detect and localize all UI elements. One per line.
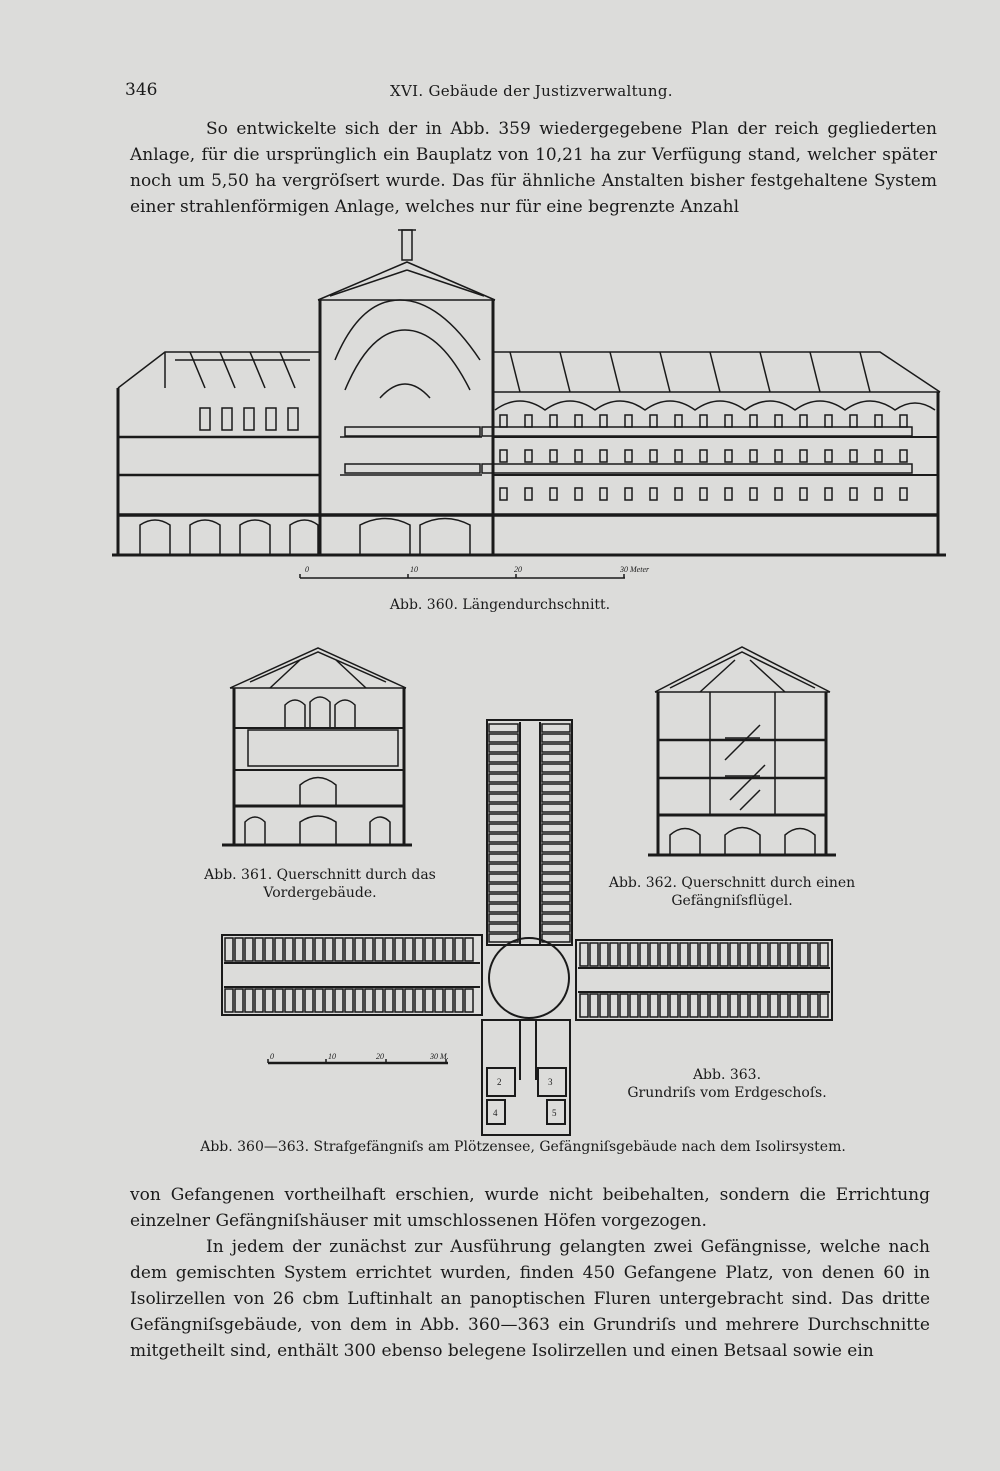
cell	[415, 938, 423, 961]
cell	[610, 994, 618, 1017]
window	[500, 450, 507, 462]
window	[500, 488, 507, 500]
cell	[465, 989, 473, 1012]
cell	[235, 989, 243, 1012]
cell	[489, 874, 518, 882]
front-building-section-drawing	[222, 648, 412, 845]
page-number: 346	[125, 80, 158, 100]
cell	[395, 938, 403, 961]
scale363-label-10: 10	[328, 1052, 336, 1061]
cell	[489, 744, 518, 752]
cell	[275, 938, 283, 961]
cell	[542, 864, 570, 872]
cell	[670, 994, 678, 1017]
cell	[285, 989, 293, 1012]
cell	[385, 938, 393, 961]
longitudinal-section-drawing	[112, 230, 946, 555]
cell	[760, 994, 768, 1017]
cell	[295, 938, 303, 961]
cell	[630, 943, 638, 966]
cell	[435, 989, 443, 1012]
cell	[542, 894, 570, 902]
cell	[489, 754, 518, 762]
room-label-3: 3	[548, 1077, 553, 1087]
cell	[375, 938, 383, 961]
cell	[590, 943, 598, 966]
scale360-label-20: 20	[514, 565, 522, 574]
cell	[700, 943, 708, 966]
room-label-2: 2	[497, 1077, 502, 1087]
room-label-5: 5	[552, 1108, 557, 1118]
scale360-label-10: 10	[410, 565, 418, 574]
cell	[760, 943, 768, 966]
window	[750, 415, 757, 427]
window	[222, 408, 232, 430]
cell	[455, 989, 463, 1012]
window	[675, 415, 682, 427]
cell	[305, 938, 313, 961]
paragraph-top-text: So entwickelte sich der in Abb. 359 wiedergegebene Plan der reich gegliederten Anlage, für die ursprünglich ein Bauplatz von 10,21 ha zur Verfügung stand, welcher später noch um 5,50 ha vergröſsert wurde. Das für ähnliche Anstalten bisher festgehaltene System einer strahlenförmigen Anlage, welches nur für eine begrenzte Anzahl	[130, 119, 937, 217]
cell	[730, 943, 738, 966]
window	[850, 488, 857, 500]
cell	[315, 989, 323, 1012]
window	[875, 415, 882, 427]
cell	[305, 989, 313, 1012]
cell	[542, 844, 570, 852]
cell	[489, 734, 518, 742]
cell	[489, 764, 518, 772]
cell	[255, 989, 263, 1012]
cell	[600, 943, 608, 966]
cell	[610, 943, 618, 966]
cell	[285, 938, 293, 961]
window	[850, 415, 857, 427]
window	[575, 450, 582, 462]
cell	[355, 938, 363, 961]
window	[875, 450, 882, 462]
window	[600, 488, 607, 500]
window	[675, 488, 682, 500]
cell	[542, 914, 570, 922]
cell	[700, 994, 708, 1017]
window	[650, 450, 657, 462]
cell	[542, 724, 570, 732]
window	[750, 488, 757, 500]
running-title: XVI. Gebäude der Justizverwaltung.	[390, 82, 673, 100]
cell	[620, 994, 628, 1017]
cell	[385, 989, 393, 1012]
cell	[405, 989, 413, 1012]
cell	[489, 884, 518, 892]
window	[900, 488, 907, 500]
cell	[770, 943, 778, 966]
cell	[489, 894, 518, 902]
scale360-label-0: 0	[305, 565, 309, 574]
cell	[542, 824, 570, 832]
cell	[542, 874, 570, 882]
cell	[542, 734, 570, 742]
window	[775, 488, 782, 500]
window	[800, 450, 807, 462]
window	[800, 488, 807, 500]
cell	[690, 943, 698, 966]
window	[625, 450, 632, 462]
cell	[365, 938, 373, 961]
cell	[325, 938, 333, 961]
caption-fig362	[592, 874, 872, 910]
cell	[365, 989, 373, 1012]
cell	[542, 924, 570, 932]
caption-fig361-line1: Abb. 361. Querschnitt durch das	[204, 867, 436, 883]
cell	[542, 774, 570, 782]
window	[825, 415, 832, 427]
cell	[750, 994, 758, 1017]
window-grid	[200, 408, 907, 500]
cell	[489, 914, 518, 922]
window	[525, 415, 532, 427]
cell	[225, 989, 233, 1012]
cell	[489, 814, 518, 822]
window	[700, 415, 707, 427]
window	[625, 415, 632, 427]
cell	[489, 784, 518, 792]
cell	[720, 994, 728, 1017]
window	[200, 408, 210, 430]
caption-fig361	[190, 866, 450, 902]
cell	[670, 943, 678, 966]
window	[750, 450, 757, 462]
cell	[660, 943, 668, 966]
cell	[810, 943, 818, 966]
window	[288, 408, 298, 430]
window	[725, 488, 732, 500]
cell	[542, 744, 570, 752]
caption-fig363	[612, 1066, 842, 1102]
cell	[225, 938, 233, 961]
window	[600, 450, 607, 462]
caption-fig361-line2: Vordergebäude.	[263, 885, 377, 901]
cell	[680, 994, 688, 1017]
window	[550, 450, 557, 462]
scale363-label-30: 30 M.	[430, 1052, 449, 1061]
cell	[445, 989, 453, 1012]
cell	[660, 994, 668, 1017]
cell	[690, 994, 698, 1017]
cell	[590, 994, 598, 1017]
window	[525, 450, 532, 462]
cell	[600, 994, 608, 1017]
caption-fig363-line2: Grundriſs vom Erdgeschoſs.	[627, 1085, 827, 1101]
cell	[790, 994, 798, 1017]
cell	[542, 764, 570, 772]
window	[875, 488, 882, 500]
cell	[820, 994, 828, 1017]
scale363-label-0: 0	[270, 1052, 274, 1061]
window	[600, 415, 607, 427]
cell	[489, 824, 518, 832]
cell	[542, 854, 570, 862]
cell	[425, 938, 433, 961]
paragraph-bottom-1: von Gefangenen vortheilhaft erschien, wurde nicht beibehalten, sondern die Errichtung einzelner Gefängniſshäuser mit umschlossenen Höfen vorgezogen.	[130, 1185, 930, 1231]
window	[825, 488, 832, 500]
cell	[630, 994, 638, 1017]
window	[775, 415, 782, 427]
cell	[455, 938, 463, 961]
window	[900, 415, 907, 427]
wing-section-drawing	[648, 647, 836, 855]
cell	[750, 943, 758, 966]
cell	[275, 989, 283, 1012]
cell	[820, 943, 828, 966]
window	[650, 488, 657, 500]
cell	[780, 994, 788, 1017]
cell	[710, 943, 718, 966]
cell	[640, 994, 648, 1017]
cell	[542, 784, 570, 792]
caption-fig363-line1: Abb. 363.	[692, 1067, 762, 1083]
cell	[345, 938, 353, 961]
cell	[810, 994, 818, 1017]
cell	[680, 943, 688, 966]
window	[625, 488, 632, 500]
cell	[405, 938, 413, 961]
caption-fig360: Abb. 360. Längendurchschnitt.	[389, 597, 611, 613]
cell	[580, 943, 588, 966]
window	[525, 488, 532, 500]
cell	[542, 814, 570, 822]
cell	[740, 994, 748, 1017]
cell	[265, 938, 273, 961]
cell	[489, 804, 518, 812]
cell	[355, 989, 363, 1012]
cell	[620, 943, 628, 966]
window	[700, 450, 707, 462]
window	[650, 415, 657, 427]
scale-bar-360	[300, 574, 625, 578]
window	[575, 488, 582, 500]
cell	[235, 938, 243, 961]
cell	[489, 864, 518, 872]
cell	[375, 989, 383, 1012]
cell	[542, 884, 570, 892]
cell	[245, 938, 253, 961]
caption-group: Abb. 360—363. Strafgefängniſs am Plötzensee, Gefängniſsgebäude nach dem Isolirsystem.	[200, 1139, 846, 1155]
window	[725, 450, 732, 462]
caption-fig362-line1: Abb. 362. Querschnitt durch einen	[608, 875, 856, 891]
cell	[465, 938, 473, 961]
window	[900, 450, 907, 462]
window	[800, 415, 807, 427]
cell	[489, 834, 518, 842]
cell	[489, 774, 518, 782]
scale360-label-30: 30 Meter	[620, 565, 650, 574]
window	[850, 450, 857, 462]
cell	[542, 904, 570, 912]
cell	[770, 994, 778, 1017]
cell	[710, 994, 718, 1017]
window	[244, 408, 254, 430]
cell	[489, 854, 518, 862]
window	[775, 450, 782, 462]
window	[500, 415, 507, 427]
cell	[435, 938, 443, 961]
cell	[730, 994, 738, 1017]
scale363-label-20: 20	[376, 1052, 384, 1061]
cell	[315, 938, 323, 961]
window	[575, 415, 582, 427]
window	[550, 488, 557, 500]
cell	[335, 938, 343, 961]
cell	[345, 989, 353, 1012]
cell	[325, 989, 333, 1012]
window	[675, 450, 682, 462]
window	[825, 450, 832, 462]
cell	[445, 938, 453, 961]
cell	[489, 794, 518, 802]
cell	[489, 924, 518, 932]
cell	[542, 794, 570, 802]
cell	[415, 989, 423, 1012]
window	[266, 408, 276, 430]
cell	[720, 943, 728, 966]
cell	[650, 943, 658, 966]
cell	[580, 994, 588, 1017]
cell	[245, 989, 253, 1012]
cell	[542, 754, 570, 762]
cell	[800, 994, 808, 1017]
paragraph-bottom-2-text: In jedem der zunächst zur Ausführung gelangten zwei Gefängnisse, welche nach dem gemischten System errichtet wurden, finden 450 Gefangene Platz, von denen 60 in Isolirzellen von 26 cbm Luftinhalt an panoptischen Fluren untergebracht sind. Das dritte Gefängniſsgebäude, von dem in Abb. 360—363 ein Grundriſs und mehrere Durchschnitte mitgetheilt sind, enthält 300 ebenso belegene Isolirzellen und einen Betsaal sowie ein	[130, 1237, 930, 1361]
room-label-4: 4	[493, 1108, 498, 1118]
paragraph-bottom-2	[130, 1234, 930, 1364]
caption-fig362-line2: Gefängniſsflügel.	[671, 893, 793, 909]
cell	[489, 904, 518, 912]
cell	[489, 844, 518, 852]
cell	[489, 724, 518, 732]
scale-bar-363	[268, 1059, 448, 1063]
paragraph-bottom	[130, 1182, 930, 1364]
window	[725, 415, 732, 427]
cell	[650, 994, 658, 1017]
cell	[335, 989, 343, 1012]
cell	[295, 989, 303, 1012]
cell	[265, 989, 273, 1012]
cell	[790, 943, 798, 966]
cell	[800, 943, 808, 966]
cell	[542, 834, 570, 842]
window	[700, 488, 707, 500]
cell	[740, 943, 748, 966]
cell	[255, 938, 263, 961]
cell	[425, 989, 433, 1012]
cell	[640, 943, 648, 966]
cell	[542, 804, 570, 812]
cell	[395, 989, 403, 1012]
window	[550, 415, 557, 427]
cell	[780, 943, 788, 966]
